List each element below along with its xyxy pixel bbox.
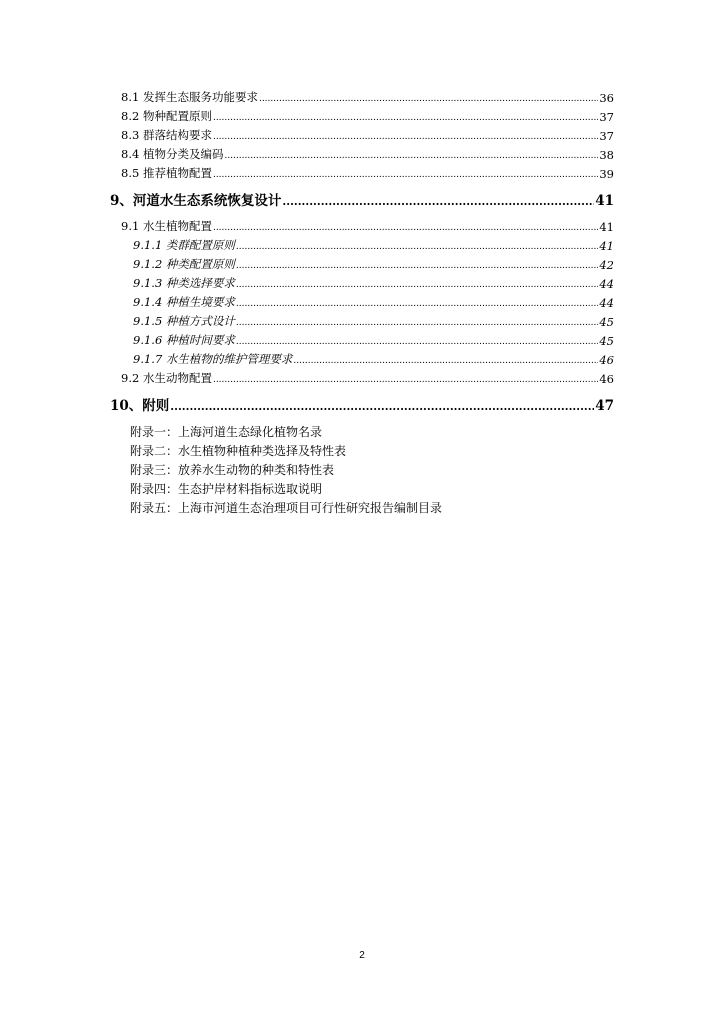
- toc-entry-8-4[interactable]: [121, 146, 614, 162]
- toc-entry-8-5[interactable]: [121, 165, 614, 181]
- toc-entry-label: 9.1.5 种植方式设计: [133, 314, 235, 328]
- toc-leader-dots: [213, 131, 598, 143]
- toc-entry-8-2[interactable]: [121, 108, 614, 124]
- toc-entry-9-1-6[interactable]: [133, 332, 614, 348]
- toc-entry-label: 9.1 水生植物配置: [121, 219, 212, 233]
- toc-entry-label: 9.1.1 类群配置原则: [133, 238, 235, 252]
- toc-page-number: 46: [599, 372, 614, 386]
- toc-leader-dots: [282, 195, 594, 209]
- toc-entry-label: 9.1.6 种植时间要求: [133, 333, 235, 347]
- toc-page-number: 38: [599, 148, 614, 162]
- toc-entry-9-1-5[interactable]: [133, 313, 614, 329]
- toc-entry-9-1-2[interactable]: [133, 256, 614, 272]
- appendix-item-3[interactable]: 附录三：放养水生动物的种类和特性表: [130, 463, 335, 477]
- toc-entry-8-3[interactable]: [121, 127, 614, 143]
- toc-leader-dots: [236, 241, 598, 253]
- toc-chapter-9[interactable]: [110, 190, 614, 209]
- toc-leader-dots: [236, 260, 598, 272]
- toc-leader-dots: [213, 222, 598, 234]
- toc-leader-dots: [259, 93, 598, 105]
- toc-leader-dots: [213, 112, 598, 124]
- appendix-item-5[interactable]: 附录五：上海市河道生态治理项目可行性研究报告编制目录: [130, 501, 443, 515]
- toc-page-number: 41: [599, 220, 614, 234]
- toc-leader-dots: [236, 279, 598, 291]
- toc-entry-9-2[interactable]: [121, 370, 614, 386]
- toc-page-number: 41: [599, 239, 614, 253]
- toc-entry-label: 8.5 推荐植物配置: [121, 166, 212, 180]
- toc-page-number: 46: [599, 353, 614, 367]
- appendix-item-2[interactable]: 附录二：水生植物种植种类选择及特性表: [130, 444, 347, 458]
- toc-page-number: 39: [599, 167, 614, 181]
- toc-page-number: 45: [599, 334, 614, 348]
- page-number: 2: [359, 950, 365, 961]
- toc-entry-label: 9.1.7 水生植物的维护管理要求: [133, 352, 293, 366]
- toc-page-number: 42: [599, 258, 614, 272]
- toc-leader-dots: [236, 336, 598, 348]
- toc-page-number: 44: [599, 277, 614, 291]
- toc-entry-9-1-3[interactable]: [133, 275, 614, 291]
- appendix-item-4[interactable]: 附录四：生态护岸材料指标选取说明: [130, 482, 323, 496]
- toc-entry-label: 9.1.4 种植生境要求: [133, 295, 235, 309]
- toc-entry-label: 9.1.3 种类选择要求: [133, 276, 235, 290]
- toc-entry-label: 8.1 发挥生态服务功能要求: [121, 90, 258, 104]
- toc-entry-label: 8.2 物种配置原则: [121, 109, 212, 123]
- toc-entry-label: 9.2 水生动物配置: [121, 371, 212, 385]
- toc-page-number: 47: [595, 398, 614, 414]
- toc-entry-label: 8.3 群落结构要求: [121, 128, 212, 142]
- appendix-item-1[interactable]: 附录一：上海河道生态绿化植物名录: [130, 425, 323, 439]
- toc-entry-9-1[interactable]: [121, 218, 614, 234]
- toc-chapter-label: 9、河道水生态系统恢复设计: [110, 193, 282, 209]
- toc-entry-9-1-4[interactable]: [133, 294, 614, 310]
- toc-leader-dots: [213, 169, 598, 181]
- toc-page-number: 45: [599, 315, 614, 329]
- toc-leader-dots: [236, 317, 598, 329]
- toc-page-number: 44: [599, 296, 614, 310]
- toc-leader-dots: [293, 355, 598, 367]
- toc-chapter-10[interactable]: [110, 395, 614, 414]
- toc-entry-label: 9.1.2 种类配置原则: [133, 257, 235, 271]
- toc-chapter-label: 10、附则: [110, 398, 170, 414]
- toc-entry-9-1-7[interactable]: [133, 351, 614, 367]
- toc-page-number: 37: [599, 129, 614, 143]
- toc-entry-8-1[interactable]: [121, 89, 614, 105]
- toc-page-number: 36: [599, 91, 614, 105]
- toc-entry-9-1-1[interactable]: [133, 237, 614, 253]
- toc-page-number: 37: [599, 110, 614, 124]
- toc-leader-dots: [170, 400, 594, 414]
- toc-page-number: 41: [595, 193, 614, 209]
- toc-leader-dots: [224, 150, 598, 162]
- toc-leader-dots: [213, 374, 598, 386]
- toc-entry-label: 8.4 植物分类及编码: [121, 147, 224, 161]
- toc-leader-dots: [236, 298, 598, 310]
